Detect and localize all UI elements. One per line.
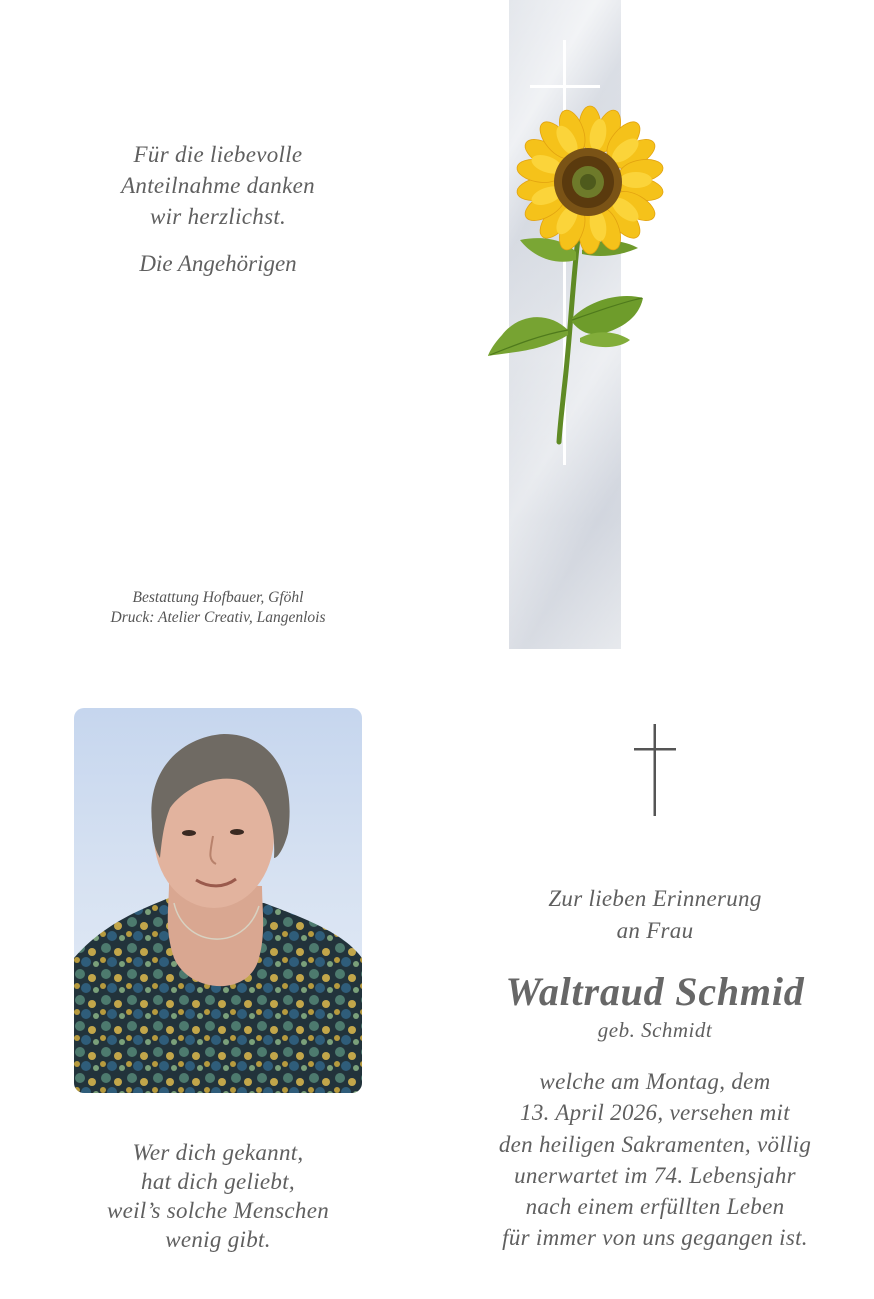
imprint bbox=[60, 588, 376, 628]
thanks-text bbox=[60, 139, 376, 232]
intro-line: Zur lieben Erinnerung bbox=[548, 886, 762, 911]
passing-line: nach einem erfüllten Leben bbox=[525, 1194, 785, 1220]
passing-line: welche am Montag, dem bbox=[539, 1069, 771, 1094]
passing-line: unerwartet im 74. Lebensjahr bbox=[514, 1162, 796, 1188]
passing-line: für immer von uns gegangen ist. bbox=[502, 1225, 808, 1251]
portrait-photo bbox=[74, 708, 362, 1093]
memorial-intro bbox=[470, 883, 840, 947]
cross-icon bbox=[634, 724, 676, 816]
intro-line: an Frau bbox=[616, 918, 694, 943]
birth-name: geb. Schmidt bbox=[597, 1018, 713, 1042]
imprint-line: Druck: Atelier Creativ, Langenlois bbox=[110, 609, 326, 626]
passing-line: 13. April 2026, versehen mit bbox=[520, 1100, 790, 1126]
passing-line: den heiligen Sakramenten, völlig bbox=[498, 1131, 812, 1157]
imprint-line: Bestattung Hofbauer, Gföhl bbox=[132, 589, 304, 606]
deceased-name: Waltraud Schmid bbox=[505, 969, 805, 1014]
thanks-line: Anteilnahme danken bbox=[121, 173, 315, 198]
thanks-line: Für die liebevolle bbox=[133, 142, 303, 167]
thanks-line: wir herzlichst. bbox=[149, 204, 287, 229]
family-signature: Die Angehörigen bbox=[139, 251, 297, 276]
quote-line: wenig gibt. bbox=[165, 1227, 271, 1252]
sunflower-decoration bbox=[480, 0, 680, 649]
quote-line: hat dich geliebt, bbox=[141, 1169, 295, 1194]
quote-line: Wer dich gekannt, bbox=[132, 1140, 304, 1165]
quote-line: weil’s solche Menschen bbox=[106, 1198, 330, 1223]
passing-text bbox=[460, 1066, 850, 1254]
memorial-quote bbox=[60, 1138, 376, 1254]
